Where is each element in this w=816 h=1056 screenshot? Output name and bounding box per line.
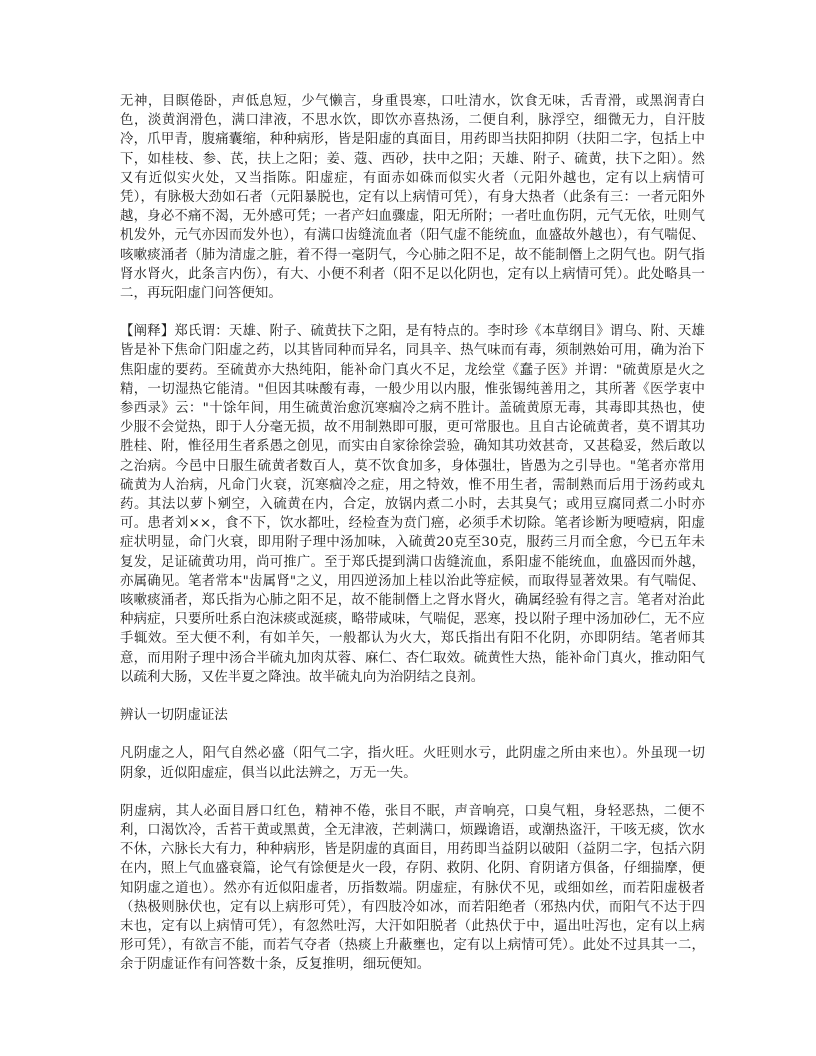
text-paragraph-yang-deficiency: 无神，目瞑倦卧，声低息短，少气懒言，身重畏寒，口吐清水，饮食无味，舌青滑，或黑润青白色，淡黄润滑色，满口津液，不思水饮，即饮亦喜热汤，二便自利，脉浮空，细微无力，自汗肢冷，爪甲青，腹痛囊缩，种种病形，皆是阳虚的真面目，用药即当扶阳抑阴（扶阳二字，包括上中下，如桂枝、参、芪，扶上之阳；姜、蔻、西砂，扶中之阳；天雄、附子、硫黄，扶下之阳）。然又有近似实火处，又当指陈。阳虚症，有面赤如硃而似实火者（元阳外越也，定有以上病情可凭），有脉极大劲如石者（元阳暴脱也，定有以上病情可凭），有身大热者（此条有三：一者元阳外越，身必不痛不渴，无外感可凭；一者产妇血骤虚，阳无所附；一者吐血伤阴，元气无依，吐则气机发外，元气亦因而发外也），有满口齿缝流血者（阳气虚不能统血，血盛故外越也），有气喘促、咳嗽痰涌者（肺为清虚之脏，着不得一毫阴气，今心肺之阳不足，故不能制僭上之阴气也。阴气指肾水肾火，此条言内伤），有大、小便不利者（阳不足以化阴也，定有以上病情可凭）。此处略具一二，再玩阳虚门问答便知。	[120, 94, 705, 302]
section-heading: 辨认一切阴虚证法	[120, 708, 228, 724]
text-paragraph-commentary: 【阐释】郑氏谓：天雄、附子、硫黄扶下之阳，是有特点的。李时珍《本草纲目》谓乌、附、天雄皆是补下焦命门阳虚之药，以其皆同种而异名，同具辛、热气味而有毒，须制熟始可用，确为治下焦阳虚的要药。至硫黄亦大热纯阳，能补命门真火不足，龙绘堂《蠢子医》并谓："硫黄原是火之精，一切湿热它能清。"但因其味酸有毒，一般少用以内服，惟张锡纯善用之，其所著《医学衷中参西录》云："十馀年间，用生硫黄治愈沉寒痼冷之病不胜计。盖硫黄原无毒，其毒即其热也，使少服不会觉热，即于人分毫无损，故不用制熟即可服，更可常服也。且自古论硫黄者，莫不谓其功胜桂、附，惟径用生者系愚之创见，而实由自家徐徐尝验，确知其功效甚奇，又甚稳妥，然后敢以之治病。今邑中日服生硫黄者数百人，莫不饮食加多，身体强壮，皆愚为之引导也。"笔者亦常用硫黄为人治病，凡命门火衰，沉寒痼冷之症，用之特效，惟不用生者，需制熟而后用于汤药或丸药。其法以萝卜剜空，入硫黄在内，合定，放锅内煮二小时，去其臭气；或用豆腐同煮二小时亦可。患者刘××，食不下，饮水都吐，经检查为贲门癌，必须手术切除。笔者诊断为哽噎病，阳虚症状明显，命门火衰，即用附子理中汤加味，入硫黄20克至30克，服药三月而全愈，今已五年未复发，足证硫黄功用，尚可推广。至于郑氏提到满口齿缝流血，系阳虚不能统血，血盛因而外越，亦属确见。笔者常本"齿属肾"之义，用四逆汤加上桂以治此等症候，而取得显著效果。有气喘促、咳嗽痰涌者，郑氏指为心肺之阳不足，故不能制僭上之肾水肾火，确属经验有得之言。笔者对治此种病症，只要所吐系白泡沫痰或涎痰，略带咸味，气喘促，恶寒，投以附子理中汤加砂仁，无不应手辄效。至大便不利，有如羊矢，一般都认为火大，郑氏指出有阳不化阴，亦即阴结。笔者师其意，而用附子理中汤合半硫丸加肉苁蓉、麻仁、杏仁取效。硫黄性大热，能补命门真火，推动阳气以疏利大肠，又佐半夏之降浊。故半硫丸向为治阴结之良剂。	[120, 324, 705, 685]
text-paragraph-yin-deficiency: 阴虚病，其人必面目唇口红色，精神不倦，张目不眠，声音响亮，口臭气粗，身轻恶热，二便不利，口渴饮冷，舌苔干黄或黑黄，全无津液，芒刺满口，烦躁谵语，或潮热盗汗，干咳无痰，饮水不休，六脉长大有力，种种病形，皆是阴虚的真面目，用药即当益阴以破阳（益阴二字，包括六阴在内，照上气血盛衰篇，论气有馀便是火一段，存阴、救阴、化阴、育阴诸方俱备，仔细揣摩，便知阴虚之道也）。然亦有近似阳虚者，历指数端。阴虚症，有脉伏不见，或细如丝，而若阳虚极者（热极则脉伏也，定有以上病形可凭），有四肢冷如冰，而若阳绝者（邪热内伏，而阳气不达于四末也，定有以上病情可凭），有忽然吐泻，大汗如阳脱者（此热伏于中，逼出吐泻也，定有以上病形可凭），有欲言不能，而若气夺者（热痰上升蔽壅也，定有以上病情可凭）。此处不过具其一二，余于阴虚证作有问答数十条，反复推明，细玩便知。	[120, 803, 705, 973]
text-paragraph-yin-intro: 凡阴虚之人，阳气自然必盛（阳气二字，指火旺。火旺则水亏，此阴虚之所由来也）。外虽现一切阴象，近似阳虚症，俱当以此法辨之，万无一失。	[120, 746, 705, 781]
